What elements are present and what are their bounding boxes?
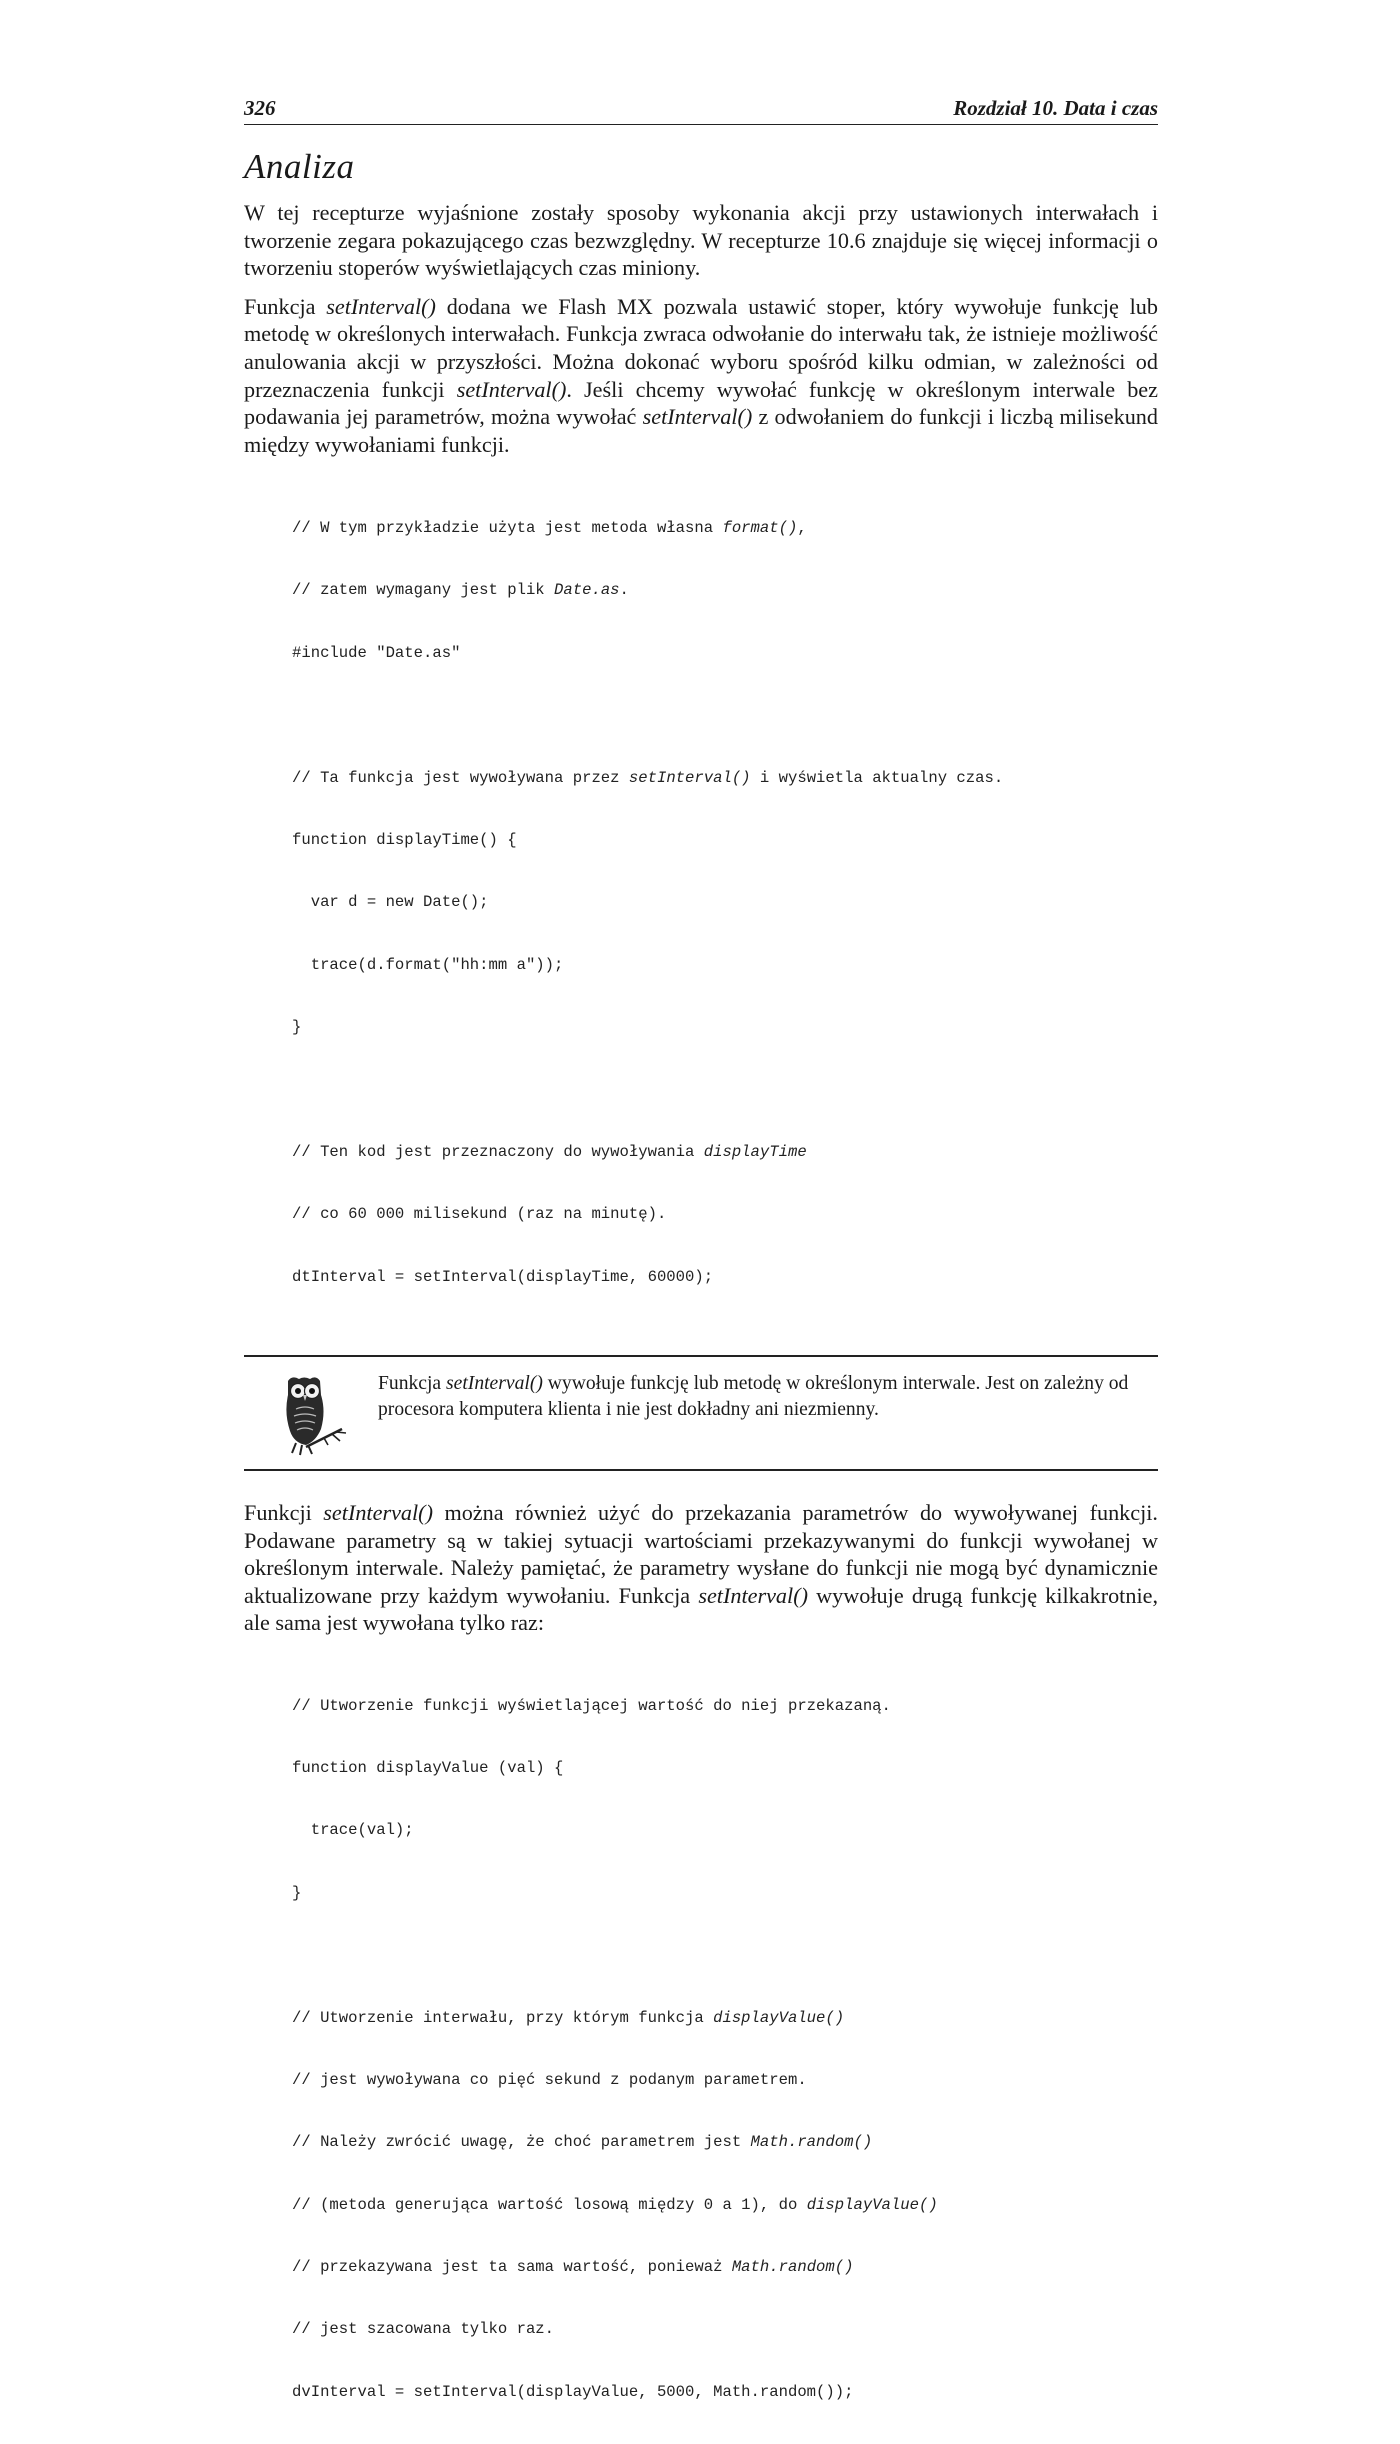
code-line: // jest wywoływana co pięć sekund z podanym parametrem. — [292, 2070, 807, 2089]
code-line: // Należy zwrócić uwagę, że choć parametrem jest Math.random() — [292, 2133, 873, 2152]
code-line: function displayValue (val) { — [292, 1758, 564, 1777]
code-line: // jest szacowana tylko raz. — [292, 2320, 555, 2339]
page-number: 326 — [244, 96, 276, 120]
paragraph-parameters: Funkcji setInterval() można również użyć do przekazania parametrów do wywoływanej funkcji. Podawane parametry są w takiej sytuacji wartościami przekazywanymi do funkcji wywołanej w określonym interwale. Należy pamiętać, że parametry wysłane do funkcji nie mogą być dynamicznie aktualizowane przy każdym wywołaniu. Funkcja setInterval() wywołuje drugą funkcję kilkakrotnie, ale sama jest wywołana tylko raz: — [244, 1500, 1159, 1636]
note-text: Funkcja setInterval() wywołuje funkcję lub metodę w określonym interwale. Jest on zależny od procesora komputera klienta i nie jest dokładny ani niezmienny. — [378, 1373, 1129, 1421]
note-box — [244, 1355, 1158, 1471]
code-line: // Ta funkcja jest wywoływana przez setInterval() i wyświetla aktualny czas. — [292, 768, 1004, 787]
owl-icon — [266, 1371, 354, 1457]
code-line: dvInterval = setInterval(displayValue, 5000, Math.random()); — [292, 2382, 854, 2401]
code-line: // Utworzenie funkcji wyświetlającej wartość do niej przekazaną. — [292, 1696, 891, 1715]
code-line: // Ten kod jest przeznaczony do wywoływania displayTime — [292, 1142, 807, 1161]
code-line: var d = new Date(); — [292, 893, 489, 912]
code-line: // przekazywana jest ta sama wartość, ponieważ Math.random() — [292, 2258, 854, 2277]
code-line: trace(d.format("hh:mm a")); — [292, 955, 564, 974]
code-line: } — [292, 1018, 302, 1037]
running-header — [244, 96, 1158, 125]
code-blank-line — [292, 705, 1158, 726]
code-line: // W tym przykładzie użyta jest metoda własna format(), — [292, 518, 807, 537]
book-page — [244, 96, 1158, 2444]
paragraph-setinterval: Funkcja setInterval() dodana we Flash MX pozwala ustawić stoper, który wywołuje funkcję lub metodę w określonych interwałach. Funkcja zwraca odwołanie do interwału tak, że istnieje możliwość anulowania akcji w przyszłości. Można dokonać wyboru spośród kilku odmian, w zależności od przeznaczenia funkcji setInterval(). Jeśli chcemy wywołać funkcję w określonym interwale bez podawania jej parametrów, można wywołać setInterval() z odwołaniem do funkcji i liczbą milisekund między wywołaniami funkcji. — [244, 293, 1158, 457]
code-line: function displayTime() { — [292, 830, 517, 849]
chapter-title: Rozdział 10. Data i czas — [953, 96, 1158, 120]
code-blank-line — [292, 1945, 1158, 1966]
code-listing-display-value — [292, 1654, 1158, 2444]
section-title: Analiza — [244, 147, 355, 186]
code-line: trace(val); — [292, 1821, 414, 1840]
code-line: #include "Date.as" — [292, 643, 461, 662]
code-line: // co 60 000 milisekund (raz na minutę). — [292, 1205, 667, 1224]
code-blank-line — [292, 1079, 1158, 1100]
code-line: } — [292, 1883, 302, 1902]
code-line: dtInterval = setInterval(displayTime, 60000); — [292, 1267, 714, 1286]
code-line: // Utworzenie interwału, przy którym funkcja displayValue() — [292, 2008, 845, 2027]
paragraph-intro: W tej recepturze wyjaśnione zostały sposoby wykonania akcji przy ustawionych interwałach i tworzenie zegara pokazującego czas bezwzględny. W recepturze 10.6 znajduje się więcej informacji o tworzeniu stoperów wyświetlających czas miniony. — [244, 200, 1158, 281]
code-line: // zatem wymagany jest plik Date.as. — [292, 581, 629, 600]
code-line: // (metoda generująca wartość losową między 0 a 1), do displayValue() — [292, 2195, 938, 2214]
code-listing-display-time — [292, 476, 1158, 1329]
